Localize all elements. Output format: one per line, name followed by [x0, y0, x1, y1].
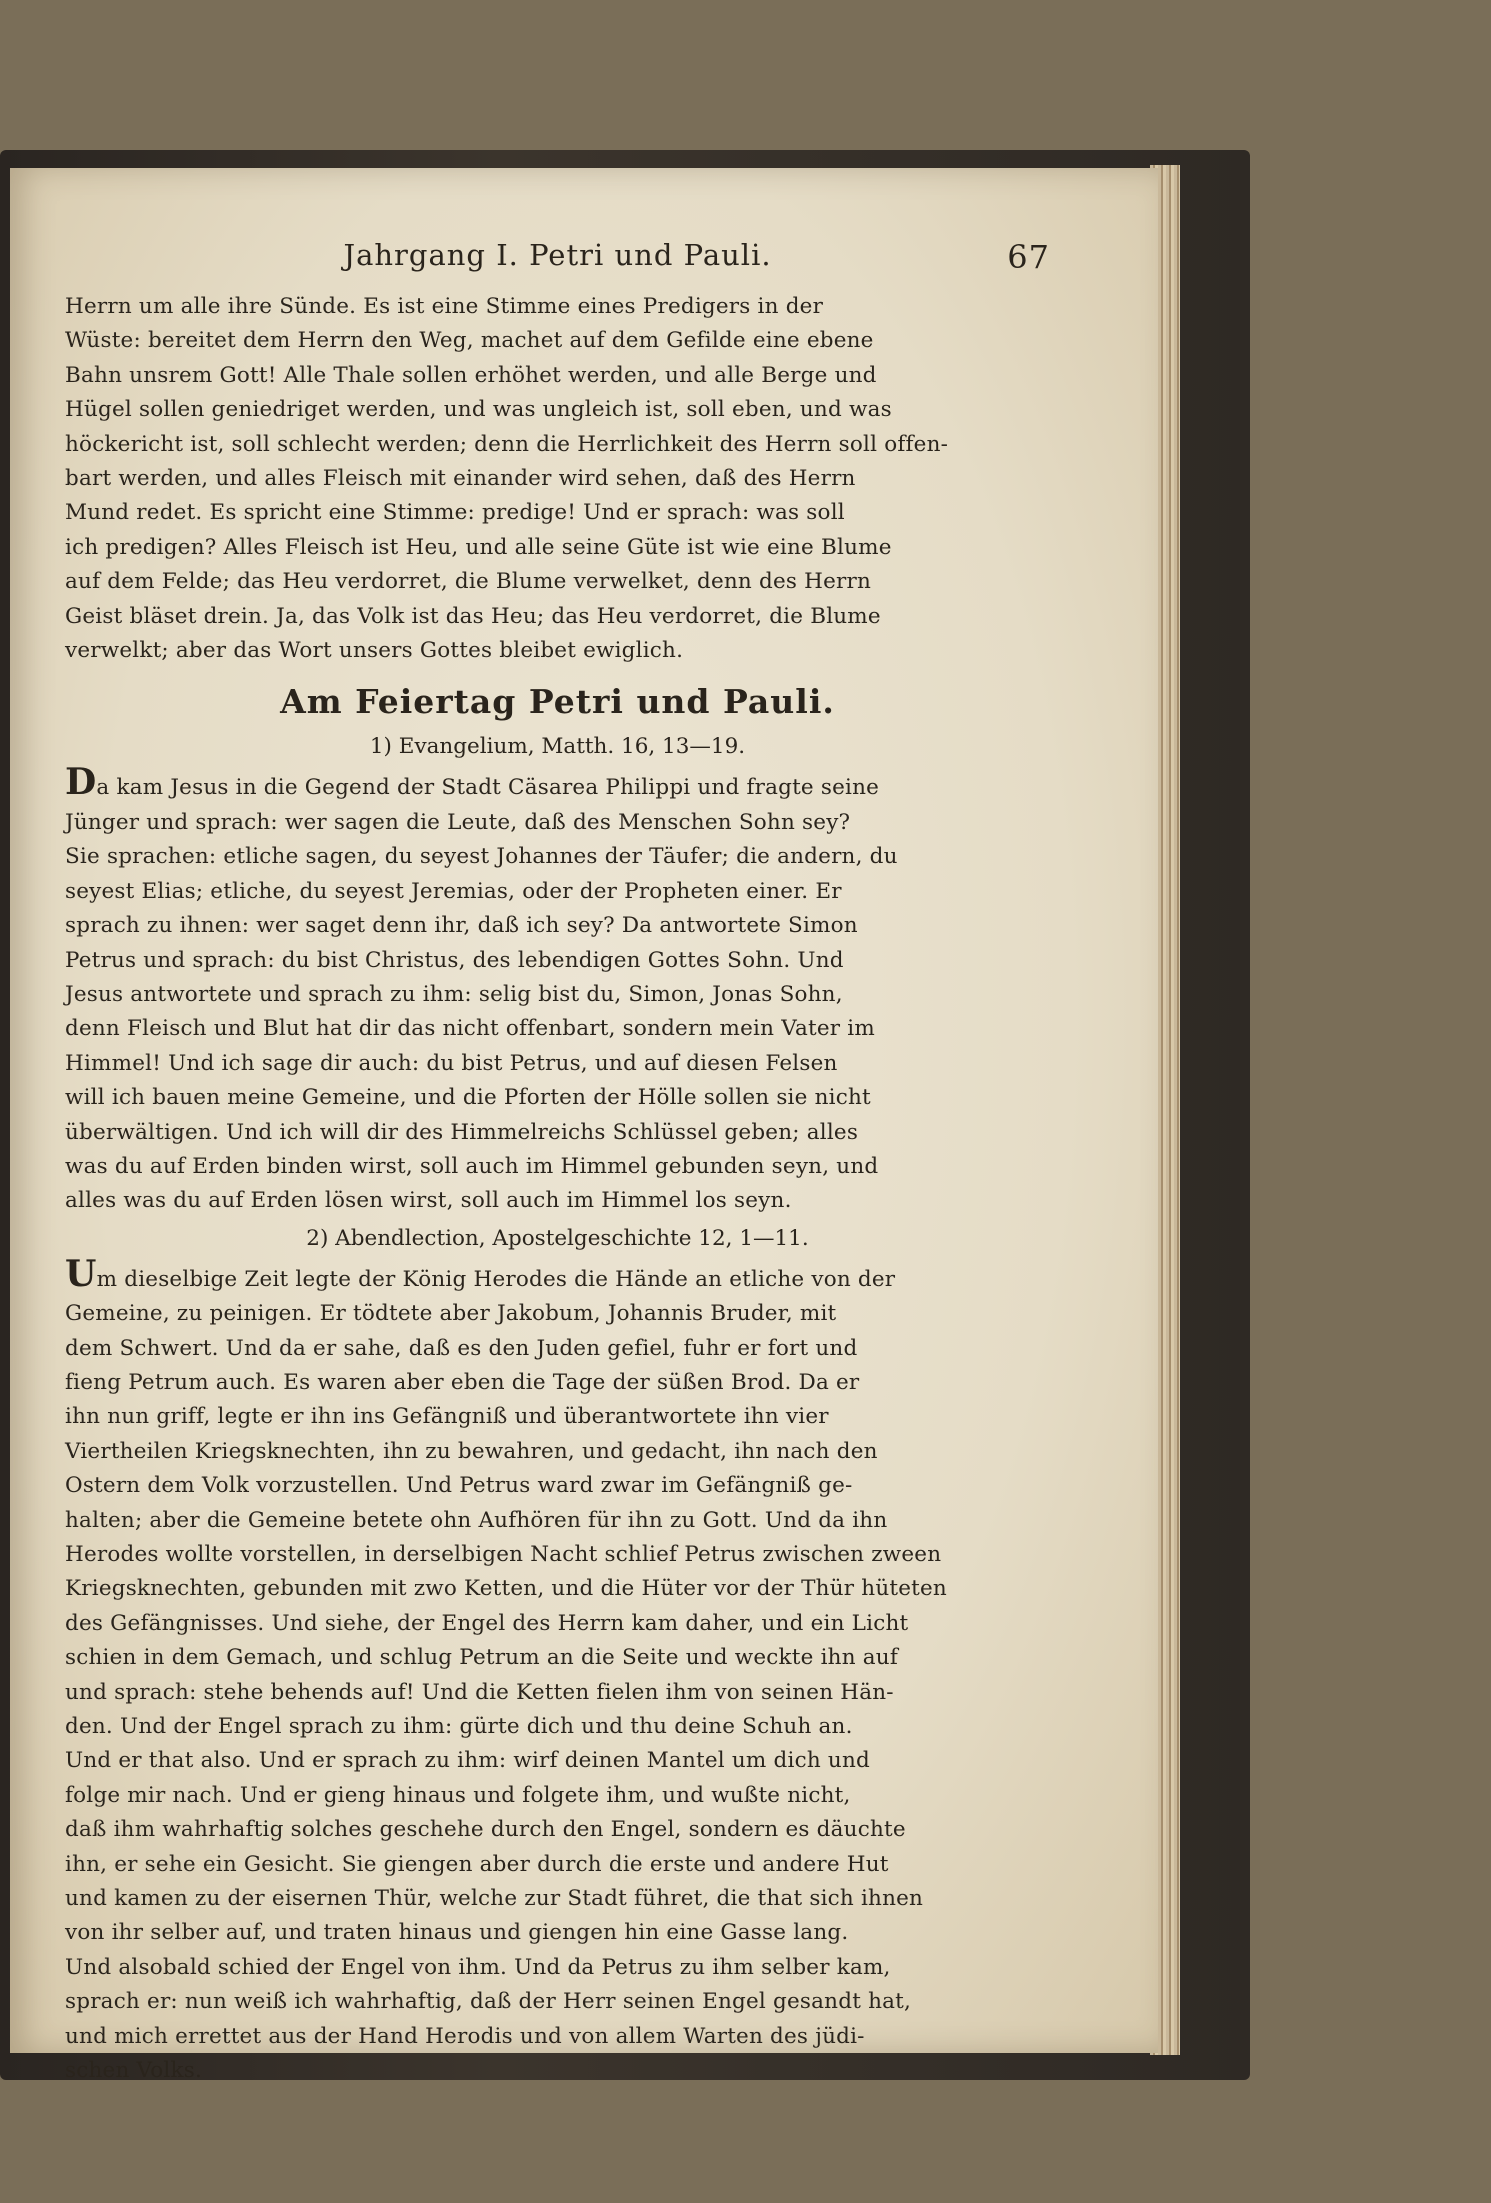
initial-letter: D	[65, 761, 97, 804]
running-head-title: Jahrgang I. Petri und Pauli.	[343, 238, 772, 272]
paragraph-continued: Herrn um alle ihre Sünde. Es ist eine Stimme eines Predigers in der Wüste: bereitet dem Herrn den Weg, machet auf dem Gefilde eine ebene Bahn unsrem Gott! Alle Thale sollen erhöhet werden, und alle Berge und Hügel sollen geniedriget werden, und was ungleich ist, soll eben, und was höckericht ist, soll schlecht werden; denn die Herrlichkeit des Herrn soll offen- bart werden, und alles Fleisch mit einander wird sehen, daß des Herrn Mund redet. Es spricht eine Stimme: predige! Und er sprach: was soll ich predigen? Alles Fleisch ist Heu, und alle seine Güte ist wie eine Blume auf dem Felde; das Heu verdorret, die Blume verwelket, denn des Herrn Geist bläset drein. Ja, das Volk ist das Heu; das Heu verdorret, die Blume verwelkt; aber das Wort unsers Gottes bleibet ewiglich.	[65, 294, 949, 664]
reading-title-gospel: 1) Evangelium, Matth. 16, 13—19.	[369, 734, 746, 760]
book-page	[10, 168, 1158, 2084]
reading-title-evening: 2) Abendlection, Apostelgeschichte 12, 1—11.	[306, 1225, 809, 1251]
section-heading: Am Feiertag Petri und Pauli.	[280, 682, 835, 722]
paragraph-evening	[65, 1252, 1050, 2089]
paragraph-gospel-text: a kam Jesus in die Gegend der Stadt Cäsarea Philippi und fragte seine Jünger und sprach: wer sagen die Leute, daß des Menschen Sohn sey? Sie sprachen: etliche sagen, du seyest Johannes der Täufer; die andern, du seyest Elias; etliche, du seyest Jeremias, oder der Propheten einer. Er sprach zu ihnen: wer saget denn ihr, daß ich sey? Da antwortete Simon Petrus und sprach: du bist Christus, des lebendigen Gottes Sohn. Und Jesus antwortete und sprach zu ihm: selig bist du, Simon, Jonas Sohn, denn Fleisch und Blut hat dir das nicht offenbart, sondern mein Vater im Himmel! Und ich sage dir auch: du bist Petrus, und auf diesen Felsen will ich bauen meine Gemeine, und die Pforten der Hölle sollen sie nicht überwältigen. Und ich will dir des Himmelreichs Schlüssel geben; alles was du auf Erden binden wirst, soll auch im Himmel gebunden seyn, und alles was du auf Erden lösen wirst, soll auch im Himmel los seyn.	[65, 775, 898, 1214]
initial-letter: U	[65, 1252, 97, 1295]
paragraph-evening-text: m dieselbige Zeit legte der König Herodes die Hände an etliche von der Gemeine, zu peinigen. Er tödtete aber Jakobum, Johannis Bruder, mit dem Schwert. Und da er sahe, daß es den Juden gefiel, fuhr er fort und fieng Petrum auch. Es waren aber eben die Tage der süßen Brod. Da er ihn nun griff, legte er ihn ins Gefängniß und überantwortete ihn vier Viertheilen Kriegsknechten, ihn zu bewahren, und gedacht, ihn nach den Ostern dem Volk vorzustellen. Und Petrus ward zwar im Gefängniß ge- halten; aber die Gemeine betete ohn Aufhören für ihn zu Gott. Und da ihn Herodes wollte vorstellen, in derselbigen Nacht schlief Petrus zwischen zween Kriegsknechten, gebunden mit zwo Ketten, und die Hüter vor der Thür hüteten des Gefängnisses. Und siehe, der Engel des Herrn kam daher, und ein Licht schien in dem Gemach, und schlug Petrum an die Seite und weckte ihn auf und sprach: stehe behends auf! Und die Ketten fielen ihm von seinen Hän- den. Und der Engel sprach zu ihm: gürte dich und thu deine Schuh an. Und er that also. Und er sprach zu ihm: wirf deinen Mantel um dich und folge mir nach. Und er gieng hinaus und folgete ihm, und wußte nicht, daß ihm wahrhaftig solches geschehe durch den Engel, sondern es däuchte ihn, er sehe ein Gesicht. Sie giengen aber durch die erste und andere Hut und kamen zu der eisernen Thür, welche zur Stadt führet, die that sich ihnen von ihr selber auf, und traten hinaus und giengen hin eine Gasse lang. Und alsobald schied der Engel von ihm. Und da Petrus zu ihm selber kam, sprach er: nun weiß ich wahrhaftig, daß der Herr seinen Engel gesandt hat, und mich errettet aus der Hand Herodis und von allem Warten des jüdi- schen Volks.	[65, 1266, 947, 2084]
running-head	[65, 238, 1050, 290]
page-content	[65, 238, 1050, 2089]
page-number: 67	[1007, 238, 1050, 276]
paragraph-gospel	[65, 761, 1050, 1218]
